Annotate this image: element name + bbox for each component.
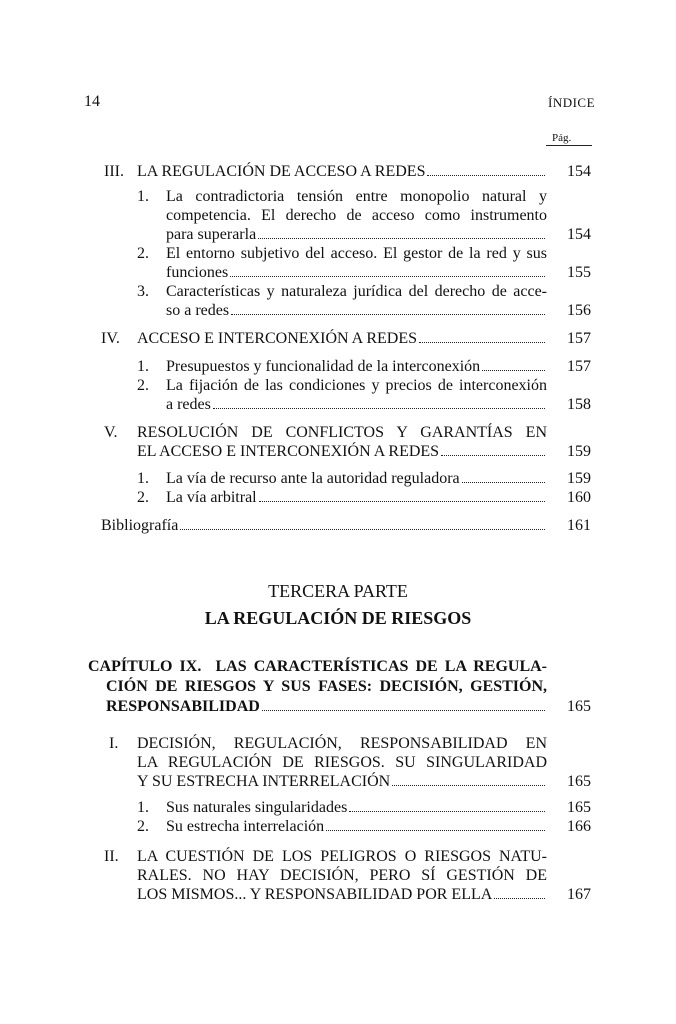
toc-line: RESOLUCIÓN DE CONFLICTOS Y GARANTÍAS EN [137, 424, 547, 441]
toc-title: LA REGULACIÓN DE ACCESO A REDES [137, 163, 426, 180]
dot-leader [427, 175, 545, 176]
toc-entry-iii [137, 162, 547, 181]
toc-line: La contradictoria tensión entre monopolio natural y [166, 188, 547, 205]
toc-page: 165 [567, 773, 591, 790]
toc-page: 160 [567, 489, 591, 506]
toc-num: 2. [137, 377, 149, 394]
toc-num-v: V. [104, 424, 118, 441]
dot-leader [213, 408, 545, 409]
toc-line: LA CUESTIÓN DE LOS PELIGROS O RIESGOS NATU- [137, 848, 547, 865]
toc-line: DECISIÓN, REGULACIÓN, RESPONSABILIDAD EN [137, 735, 547, 752]
toc-page: 157 [567, 358, 591, 375]
toc-entry [166, 798, 547, 817]
toc-line: competencia. El derecho de acceso como instrumento [166, 207, 547, 224]
toc-entry-ii [137, 885, 547, 904]
dot-leader [494, 898, 545, 899]
toc-title: ACCESO E INTERCONEXIÓN A REDES [137, 330, 418, 347]
toc-entry [166, 469, 547, 488]
toc-line: Y SU ESTRECHA INTERRELACIÓN [137, 773, 391, 790]
toc-line: EL ACCESO E INTERCONEXIÓN A REDES [137, 443, 440, 460]
chapter-label: CAPÍTULO IX. [88, 658, 202, 675]
toc-page: 157 [567, 330, 591, 347]
toc-line: para superarla [166, 226, 257, 243]
toc-page: 155 [567, 264, 591, 281]
toc-entry [166, 817, 547, 836]
toc-num: 2. [137, 245, 149, 262]
toc-entry-bibliografia [101, 516, 547, 535]
dot-leader [262, 710, 545, 711]
part-label: TERCERA PARTE [268, 581, 408, 601]
dot-leader [392, 785, 545, 786]
toc-line: a redes [166, 396, 211, 413]
toc-page: 165 [567, 698, 591, 715]
chapter-entry [106, 697, 547, 716]
toc-entry [166, 488, 547, 507]
chapter-title-line: CIÓN DE RIESGOS Y SUS FASES: DECISIÓN, GESTIÓN, [106, 678, 547, 695]
toc-page: 154 [567, 163, 591, 180]
toc-line: LA REGULACIÓN DE RIESGOS. SU SINGULARIDAD [137, 754, 547, 771]
toc-page: 167 [567, 886, 591, 903]
toc-num-iv: IV. [101, 330, 120, 347]
toc-page: 156 [567, 302, 591, 319]
dot-leader [349, 811, 545, 812]
dot-leader [230, 276, 545, 277]
toc-page: 158 [567, 396, 591, 413]
toc-entry-v [137, 442, 547, 461]
toc-line: La vía de recurso ante la autoridad reguladora [166, 470, 460, 487]
toc-entry [166, 357, 547, 376]
toc-entry [166, 263, 547, 282]
toc-page: 159 [567, 443, 591, 460]
dot-leader [231, 314, 545, 315]
toc-line: Presupuestos y funcionalidad de la interconexión [166, 358, 481, 375]
toc-line: Su estrecha interrelación [166, 818, 325, 835]
toc-entry-iv [137, 329, 547, 348]
toc-line: LOS MISMOS... Y RESPONSABILIDAD POR ELLA [137, 886, 493, 903]
page-number: 14 [84, 93, 100, 110]
toc-num: 1. [137, 799, 149, 816]
toc-page: 159 [567, 470, 591, 487]
toc-num: 2. [137, 489, 149, 506]
toc-line: RALES. NO HAY DECISIÓN, PERO SÍ GESTIÓN DE [137, 867, 547, 884]
toc-num-ii: II. [104, 848, 119, 865]
toc-num: 1. [137, 358, 149, 375]
chapter-title-line: RESPONSABILIDAD [106, 698, 260, 715]
toc-num: 1. [137, 188, 149, 205]
toc-page: 154 [567, 226, 591, 243]
toc-num: 1. [137, 470, 149, 487]
dot-leader [258, 238, 545, 239]
toc-line: Características y naturaleza jurídica del derecho de acce- [166, 283, 547, 300]
toc-line: El entorno subjetivo del acceso. El gestor de la red y sus [166, 245, 547, 262]
dot-leader [259, 501, 545, 502]
chapter-heading-line [88, 657, 547, 676]
dot-leader [419, 342, 545, 343]
toc-entry [166, 301, 547, 320]
dot-leader [462, 482, 545, 483]
pag-rule [546, 145, 592, 146]
toc-entry-i [137, 772, 547, 791]
toc-num-i: I. [109, 735, 119, 752]
toc-line: so a redes [166, 302, 230, 319]
pag-label: Pág. [552, 132, 572, 144]
toc-line: funciones [166, 264, 229, 281]
running-title: ÍNDICE [548, 95, 596, 110]
part-title: LA REGULACIÓN DE RIESGOS [204, 608, 472, 628]
dot-leader [482, 370, 545, 371]
toc-page: 165 [567, 799, 591, 816]
dot-leader [441, 455, 545, 456]
dot-leader [326, 830, 545, 831]
toc-num: 3. [137, 283, 149, 300]
toc-line: La fijación de las condiciones y precios de interconexión [166, 377, 547, 394]
toc-line: Sus naturales singularidades [166, 799, 348, 816]
toc-title: Bibliografía [101, 517, 179, 534]
toc-entry [166, 225, 547, 244]
toc-page: 161 [567, 517, 591, 534]
toc-entry [166, 395, 547, 414]
chapter-title-line: LAS CARACTERÍSTICAS DE LA REGULA- [215, 658, 548, 675]
toc-num-iii: III. [104, 163, 124, 180]
toc-page: 166 [567, 818, 591, 835]
toc-num: 2. [137, 818, 149, 835]
toc-line: La vía arbitral [166, 489, 257, 506]
dot-leader [180, 529, 545, 530]
